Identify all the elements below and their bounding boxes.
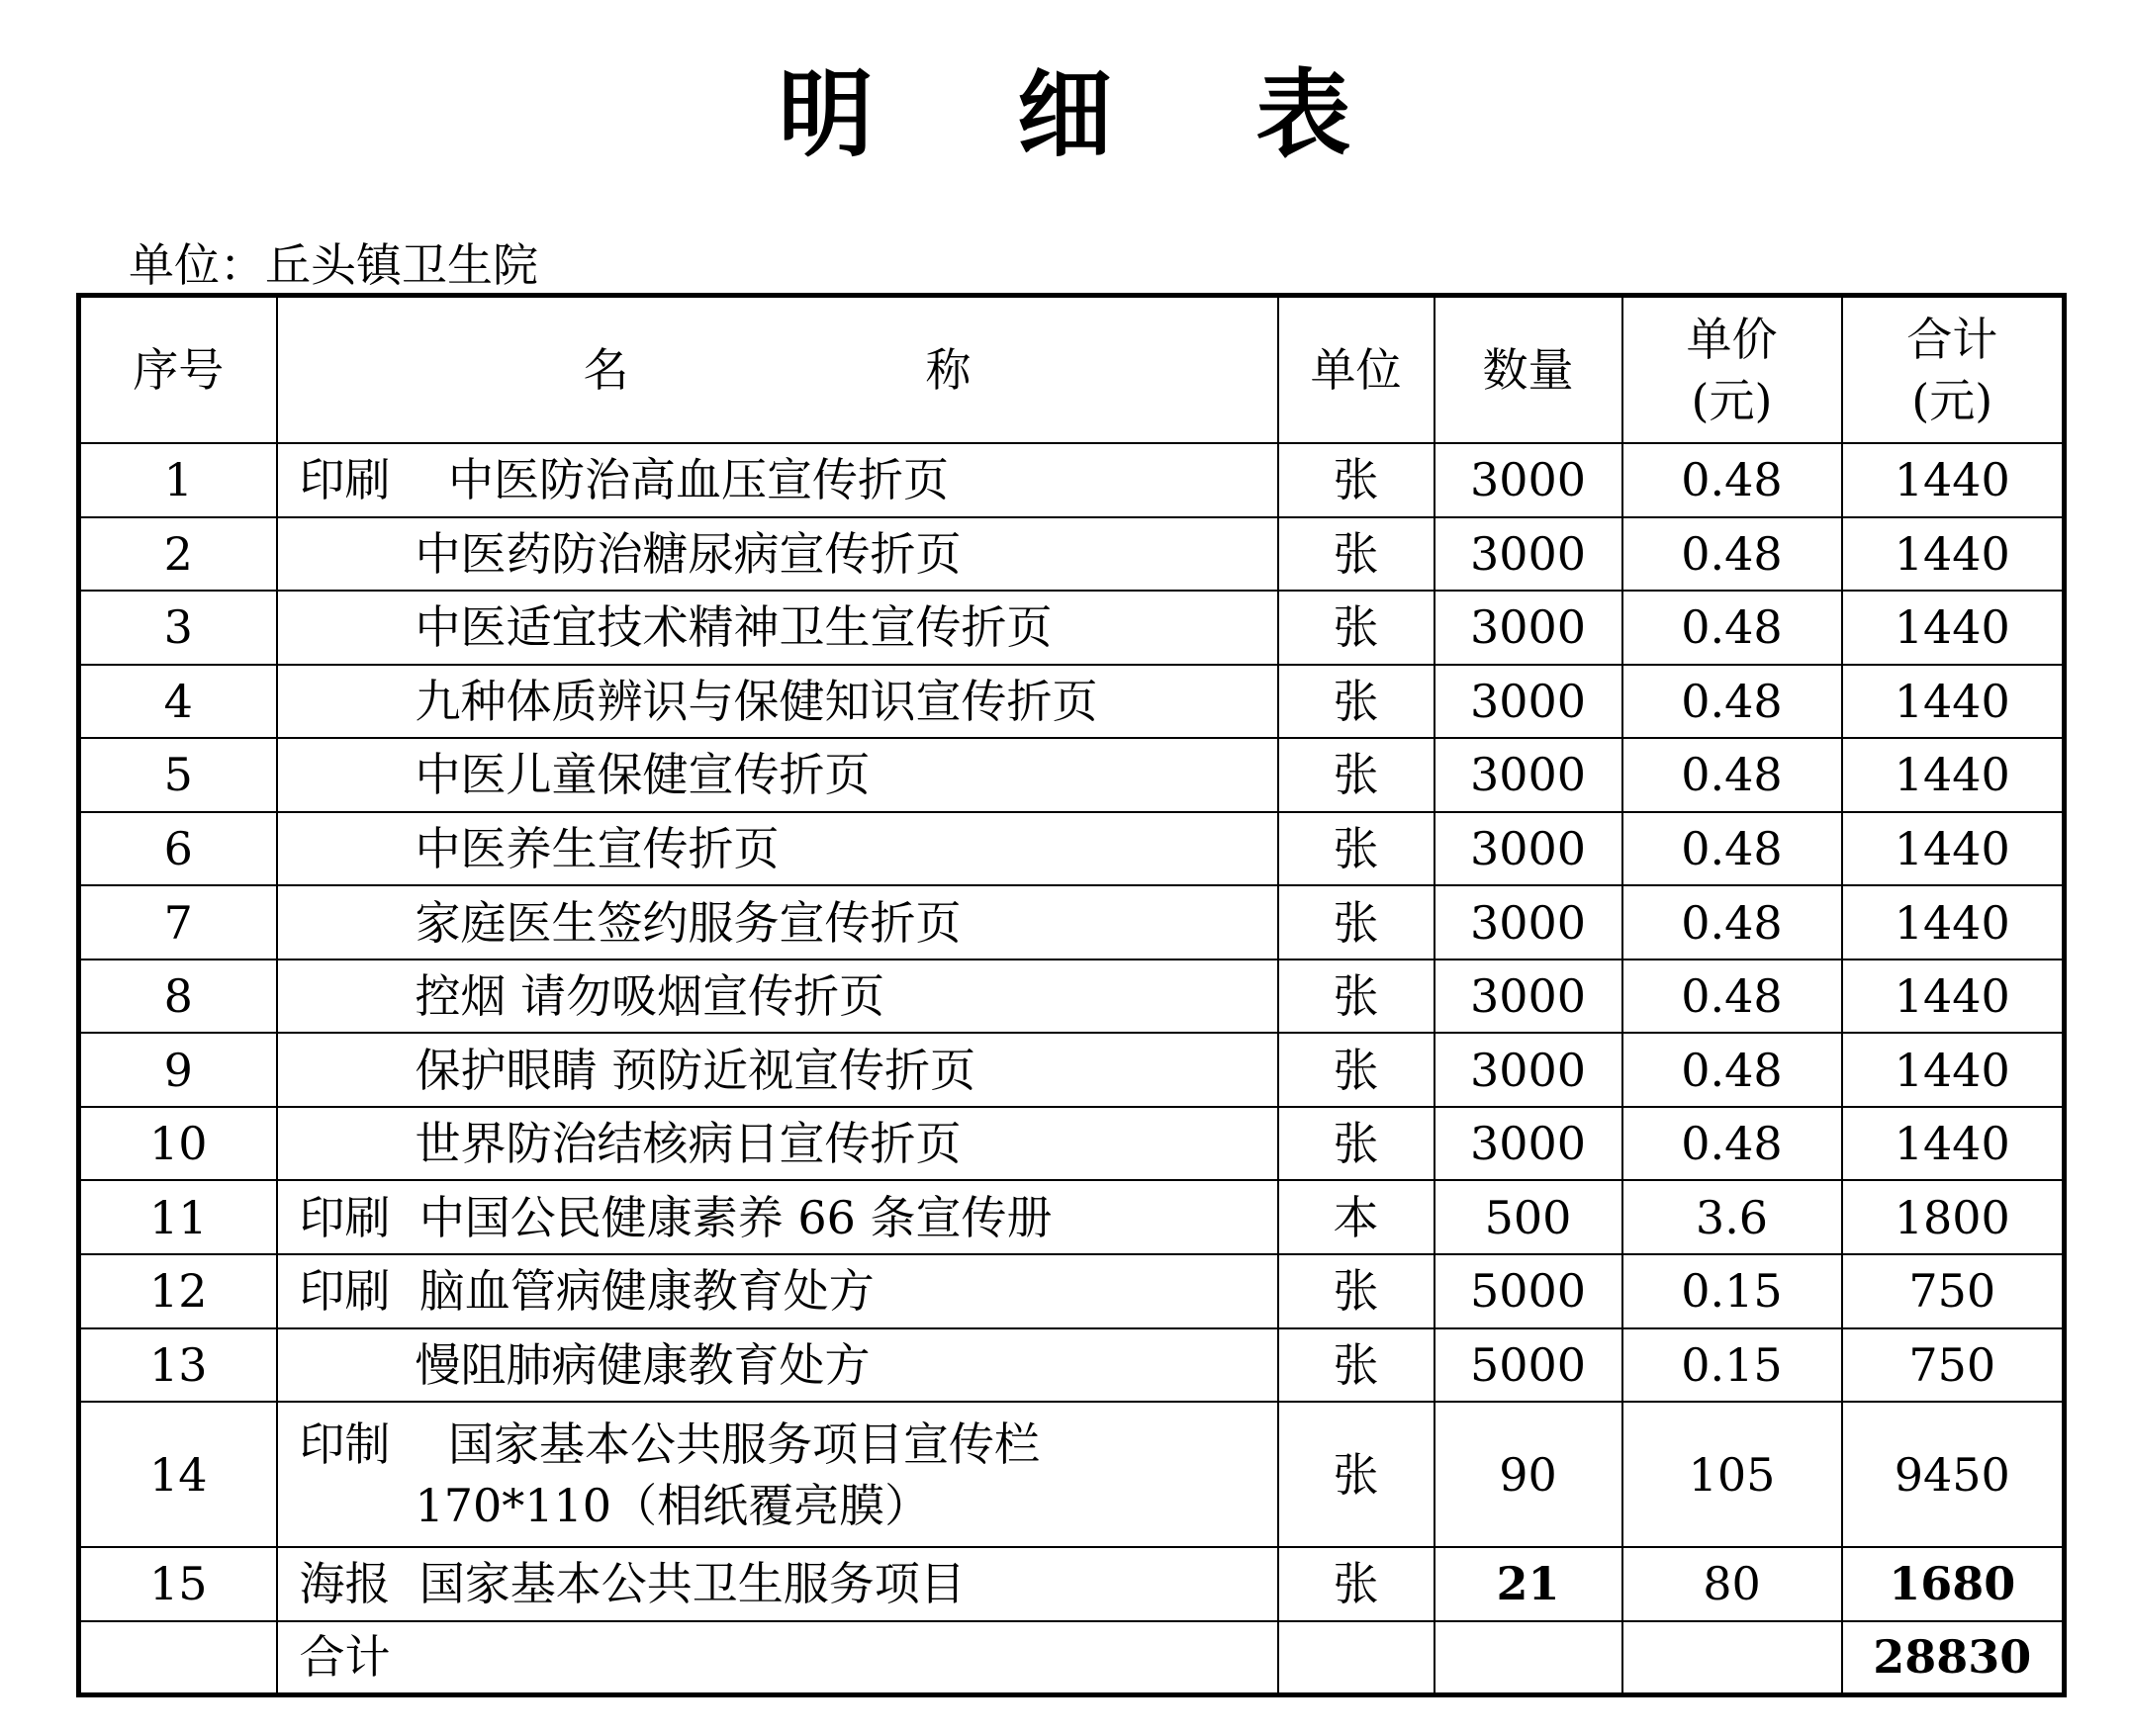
table-row bbox=[79, 1180, 2065, 1254]
header-name bbox=[277, 296, 1278, 444]
summary-price bbox=[1622, 1621, 1842, 1695]
cell-unit: 张 bbox=[1278, 1033, 1435, 1107]
cell-name: 海报 国家基本公共卫生服务项目 bbox=[277, 1547, 1278, 1621]
cell-qty: 5000 bbox=[1435, 1328, 1622, 1403]
table-row bbox=[79, 1328, 2065, 1403]
cell-qty: 90 bbox=[1435, 1402, 1622, 1547]
cell-total: 1440 bbox=[1842, 959, 2065, 1034]
summary-total: 28830 bbox=[1842, 1621, 2065, 1695]
cell-qty: 3000 bbox=[1435, 812, 1622, 886]
cell-unit: 张 bbox=[1278, 959, 1435, 1034]
cell-seq: 9 bbox=[79, 1033, 277, 1107]
cell-qty: 3000 bbox=[1435, 1107, 1622, 1181]
cell-total: 1440 bbox=[1842, 885, 2065, 959]
cell-name: 印刷 脑血管病健康教育处方 bbox=[277, 1254, 1278, 1328]
cell-unit: 张 bbox=[1278, 1107, 1435, 1181]
cell-price: 0.15 bbox=[1622, 1254, 1842, 1328]
cell-total: 1440 bbox=[1842, 665, 2065, 739]
cell-seq: 13 bbox=[79, 1328, 277, 1403]
table-row bbox=[79, 885, 2065, 959]
header-seq: 序号 bbox=[79, 296, 277, 444]
cell-total: 1440 bbox=[1842, 1107, 2065, 1181]
table-row bbox=[79, 517, 2065, 592]
cell-name: 保护眼睛 预防近视宣传折页 bbox=[277, 1033, 1278, 1107]
table-row bbox=[79, 1547, 2065, 1621]
cell-seq: 4 bbox=[79, 665, 277, 739]
cell-seq: 6 bbox=[79, 812, 277, 886]
cell-qty: 3000 bbox=[1435, 738, 1622, 812]
cell-price: 0.48 bbox=[1622, 738, 1842, 812]
header-total-line2: (元) bbox=[1911, 374, 1993, 427]
cell-seq: 5 bbox=[79, 738, 277, 812]
cell-qty: 3000 bbox=[1435, 517, 1622, 592]
cell-price: 0.48 bbox=[1622, 812, 1842, 886]
header-price bbox=[1622, 296, 1842, 444]
cell-unit: 张 bbox=[1278, 591, 1435, 665]
table-row bbox=[79, 812, 2065, 886]
cell-qty: 3000 bbox=[1435, 1033, 1622, 1107]
cell-price: 0.48 bbox=[1622, 665, 1842, 739]
header-price-line1: 单价 bbox=[1686, 312, 1778, 366]
table-row bbox=[79, 1402, 2065, 1547]
unit-line: 单位：丘头镇卫生院 bbox=[129, 238, 538, 292]
header-row bbox=[79, 296, 2065, 444]
cell-seq: 7 bbox=[79, 885, 277, 959]
cell-total: 1440 bbox=[1842, 812, 2065, 886]
cell-unit: 张 bbox=[1278, 1547, 1435, 1621]
cell-total: 1440 bbox=[1842, 443, 2065, 517]
cell-name: 印刷 中医防治高血压宣传折页 bbox=[277, 443, 1278, 517]
cell-name: 中医儿童保健宣传折页 bbox=[277, 738, 1278, 812]
cell-seq: 12 bbox=[79, 1254, 277, 1328]
table-row bbox=[79, 738, 2065, 812]
summary-seq bbox=[79, 1621, 277, 1695]
cell-price: 0.48 bbox=[1622, 591, 1842, 665]
summary-qty bbox=[1435, 1621, 1622, 1695]
cell-total: 750 bbox=[1842, 1254, 2065, 1328]
cell-name: 中医适宜技术精神卫生宣传折页 bbox=[277, 591, 1278, 665]
cell-price: 0.48 bbox=[1622, 443, 1842, 517]
cell-name: 印刷 中国公民健康素养 66 条宣传册 bbox=[277, 1180, 1278, 1254]
table-row bbox=[79, 591, 2065, 665]
cell-total: 1440 bbox=[1842, 517, 2065, 592]
cell-unit: 张 bbox=[1278, 738, 1435, 812]
table-row bbox=[79, 1033, 2065, 1107]
cell-name: 中医药防治糖尿病宣传折页 bbox=[277, 517, 1278, 592]
cell-seq: 2 bbox=[79, 517, 277, 592]
cell-total: 1680 bbox=[1842, 1547, 2065, 1621]
cell-unit: 张 bbox=[1278, 443, 1435, 517]
cell-name: 印制 国家基本公共服务项目宣传栏 170*110（相纸覆亮膜） bbox=[277, 1402, 1278, 1547]
detail-table bbox=[76, 293, 2067, 1697]
cell-name: 控烟 请勿吸烟宣传折页 bbox=[277, 959, 1278, 1034]
table-row bbox=[79, 665, 2065, 739]
cell-total: 750 bbox=[1842, 1328, 2065, 1403]
cell-name: 世界防治结核病日宣传折页 bbox=[277, 1107, 1278, 1181]
cell-total: 1440 bbox=[1842, 738, 2065, 812]
cell-qty: 21 bbox=[1435, 1547, 1622, 1621]
cell-unit: 张 bbox=[1278, 885, 1435, 959]
cell-seq: 10 bbox=[79, 1107, 277, 1181]
header-price-line2: (元) bbox=[1691, 374, 1773, 427]
table-row bbox=[79, 443, 2065, 517]
cell-seq: 11 bbox=[79, 1180, 277, 1254]
cell-price: 80 bbox=[1622, 1547, 1842, 1621]
cell-unit: 张 bbox=[1278, 1328, 1435, 1403]
cell-qty: 3000 bbox=[1435, 591, 1622, 665]
cell-price: 0.48 bbox=[1622, 885, 1842, 959]
cell-total: 9450 bbox=[1842, 1402, 2065, 1547]
cell-name: 家庭医生签约服务宣传折页 bbox=[277, 885, 1278, 959]
cell-price: 0.48 bbox=[1622, 517, 1842, 592]
cell-unit: 张 bbox=[1278, 665, 1435, 739]
cell-total: 1440 bbox=[1842, 1033, 2065, 1107]
cell-seq: 15 bbox=[79, 1547, 277, 1621]
table-row bbox=[79, 959, 2065, 1034]
cell-price: 0.48 bbox=[1622, 1033, 1842, 1107]
cell-unit: 张 bbox=[1278, 517, 1435, 592]
cell-qty: 500 bbox=[1435, 1180, 1622, 1254]
cell-price: 0.15 bbox=[1622, 1328, 1842, 1403]
header-unit: 单位 bbox=[1278, 296, 1435, 444]
cell-total: 1440 bbox=[1842, 591, 2065, 665]
cell-price: 105 bbox=[1622, 1402, 1842, 1547]
cell-price: 0.48 bbox=[1622, 959, 1842, 1034]
header-name-left: 名 bbox=[583, 342, 629, 397]
cell-unit: 张 bbox=[1278, 1402, 1435, 1547]
cell-name: 中医养生宣传折页 bbox=[277, 812, 1278, 886]
header-name-right: 称 bbox=[925, 342, 972, 397]
cell-unit: 张 bbox=[1278, 1254, 1435, 1328]
cell-unit: 张 bbox=[1278, 812, 1435, 886]
summary-label: 合计 bbox=[277, 1621, 1278, 1695]
cell-seq: 1 bbox=[79, 443, 277, 517]
cell-name: 九种体质辨识与保健知识宣传折页 bbox=[277, 665, 1278, 739]
header-total bbox=[1842, 296, 2065, 444]
summary-row bbox=[79, 1621, 2065, 1695]
cell-name: 慢阻肺病健康教育处方 bbox=[277, 1328, 1278, 1403]
header-qty: 数量 bbox=[1435, 296, 1622, 444]
cell-price: 0.48 bbox=[1622, 1107, 1842, 1181]
cell-price: 3.6 bbox=[1622, 1180, 1842, 1254]
table-row bbox=[79, 1254, 2065, 1328]
cell-qty: 3000 bbox=[1435, 665, 1622, 739]
header-total-line1: 合计 bbox=[1906, 312, 1998, 366]
table-row bbox=[79, 1107, 2065, 1181]
cell-qty: 3000 bbox=[1435, 959, 1622, 1034]
cell-qty: 3000 bbox=[1435, 885, 1622, 959]
cell-qty: 5000 bbox=[1435, 1254, 1622, 1328]
cell-qty: 3000 bbox=[1435, 443, 1622, 517]
cell-seq: 14 bbox=[79, 1402, 277, 1547]
summary-unit bbox=[1278, 1621, 1435, 1695]
cell-unit: 本 bbox=[1278, 1180, 1435, 1254]
page-title: 明 细 表 bbox=[778, 58, 1407, 170]
cell-seq: 3 bbox=[79, 591, 277, 665]
cell-seq: 8 bbox=[79, 959, 277, 1034]
cell-total: 1800 bbox=[1842, 1180, 2065, 1254]
